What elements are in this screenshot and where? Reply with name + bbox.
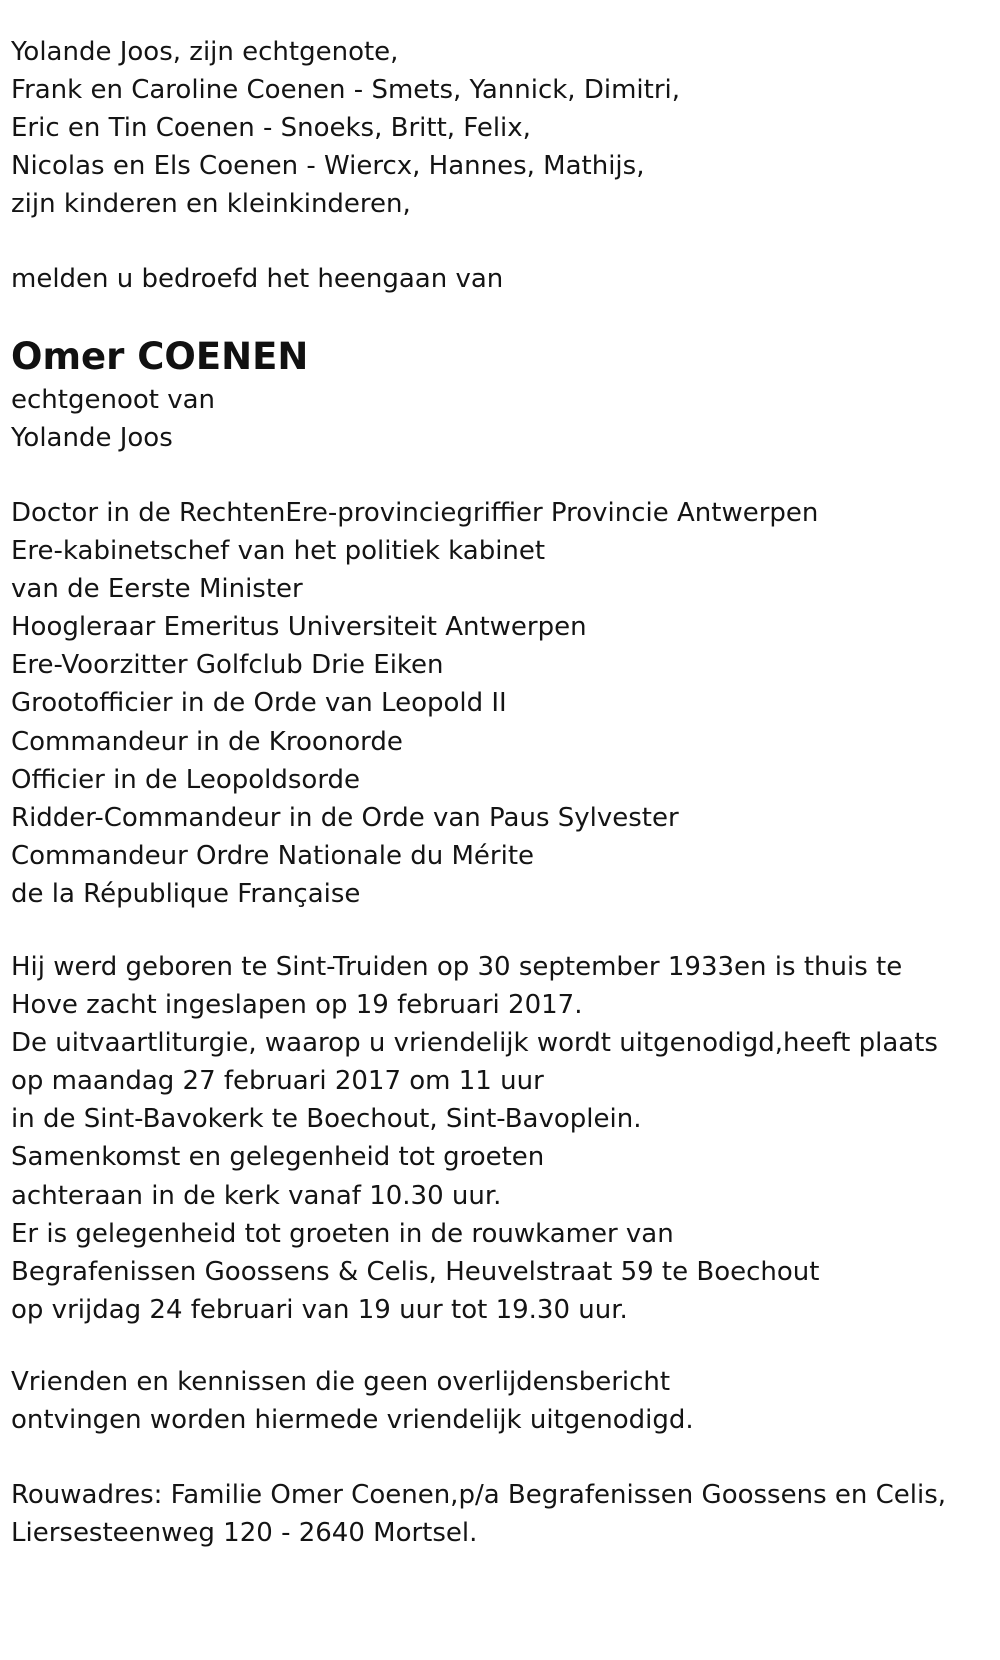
spouse-block [11, 381, 996, 457]
title-line: Ridder-Commandeur in de Orde van Paus Sylvester [11, 802, 679, 833]
deceased-name: Omer COENEN [11, 335, 309, 378]
funeral-details-block [11, 948, 996, 1329]
family-line: Nicolas en Els Coenen - Wiercx, Hannes, Mathijs, [11, 151, 645, 182]
spouse-line: echtgenoot van [11, 385, 216, 415]
invitation-line: Vrienden en kennissen die geen overlijdensbericht [11, 1367, 671, 1397]
details-line: achteraan in de kerk vanaf 10.30 uur. [11, 1180, 502, 1211]
details-line: op vrijdag 24 februari van 19 uur tot 19.30 uur. [11, 1294, 628, 1325]
title-line: Grootofficier in de Orde van Leopold II [11, 688, 507, 719]
family-line: Eric en Tin Coenen - Snoeks, Britt, Felix, [11, 113, 531, 144]
announcement-text: melden u bedroefd het heengaan van [11, 264, 504, 294]
details-line: in de Sint-Bavokerk te Boechout, Sint-Bavoplein. [11, 1104, 642, 1135]
details-line: Hij werd geboren te Sint-Truiden op 30 september 1933en is thuis te [11, 952, 903, 982]
mourning-address-block [11, 1476, 996, 1552]
title-line: Hoogleraar Emeritus Universiteit Antwerpen [11, 612, 587, 643]
announcement-block [11, 260, 996, 298]
family-mourners-block [11, 33, 996, 223]
details-line: Er is gelegenheid tot groeten in de rouwkamer van [11, 1218, 674, 1249]
title-line: Ere-kabinetschef van het politiek kabinet [11, 536, 546, 567]
title-line: Officier in de Leopoldsorde [11, 764, 361, 795]
details-line: Begrafenissen Goossens & Celis, Heuvelstraat 59 te Boechout [11, 1256, 820, 1287]
family-line: Frank en Caroline Coenen - Smets, Yannick, Dimitri, [11, 75, 681, 106]
title-line: Doctor in de RechtenEre-provinciegriffier Provincie Antwerpen [11, 498, 819, 528]
invitation-block [11, 1363, 996, 1439]
family-line: Yolande Joos, zijn echtgenote, [11, 37, 399, 67]
title-line: Commandeur in de Kroonorde [11, 726, 403, 757]
spouse-line: Yolande Joos [11, 423, 173, 454]
titles-block [11, 494, 996, 913]
details-line: Hove zacht ingeslapen op 19 februari 2017. [11, 990, 583, 1021]
details-line: Samenkomst en gelegenheid tot groeten [11, 1142, 545, 1173]
title-line: de la République Française [11, 878, 361, 909]
details-line: De uitvaartliturgie, waarop u vriendelijk wordt uitgenodigd,heeft plaats [11, 1028, 938, 1059]
details-line: op maandag 27 februari 2017 om 11 uur [11, 1066, 544, 1097]
title-line: Ere-Voorzitter Golfclub Drie Eiken [11, 650, 444, 681]
invitation-line: ontvingen worden hiermede vriendelijk uitgenodigd. [11, 1405, 694, 1436]
family-line: zijn kinderen en kleinkinderen, [11, 189, 411, 220]
address-line: Rouwadres: Familie Omer Coenen,p/a Begrafenissen Goossens en Celis, [11, 1480, 947, 1510]
address-line: Liersesteenweg 120 - 2640 Mortsel. [11, 1518, 478, 1549]
title-line: Commandeur Ordre Nationale du Mérite [11, 840, 535, 871]
title-line: van de Eerste Minister [11, 574, 303, 605]
